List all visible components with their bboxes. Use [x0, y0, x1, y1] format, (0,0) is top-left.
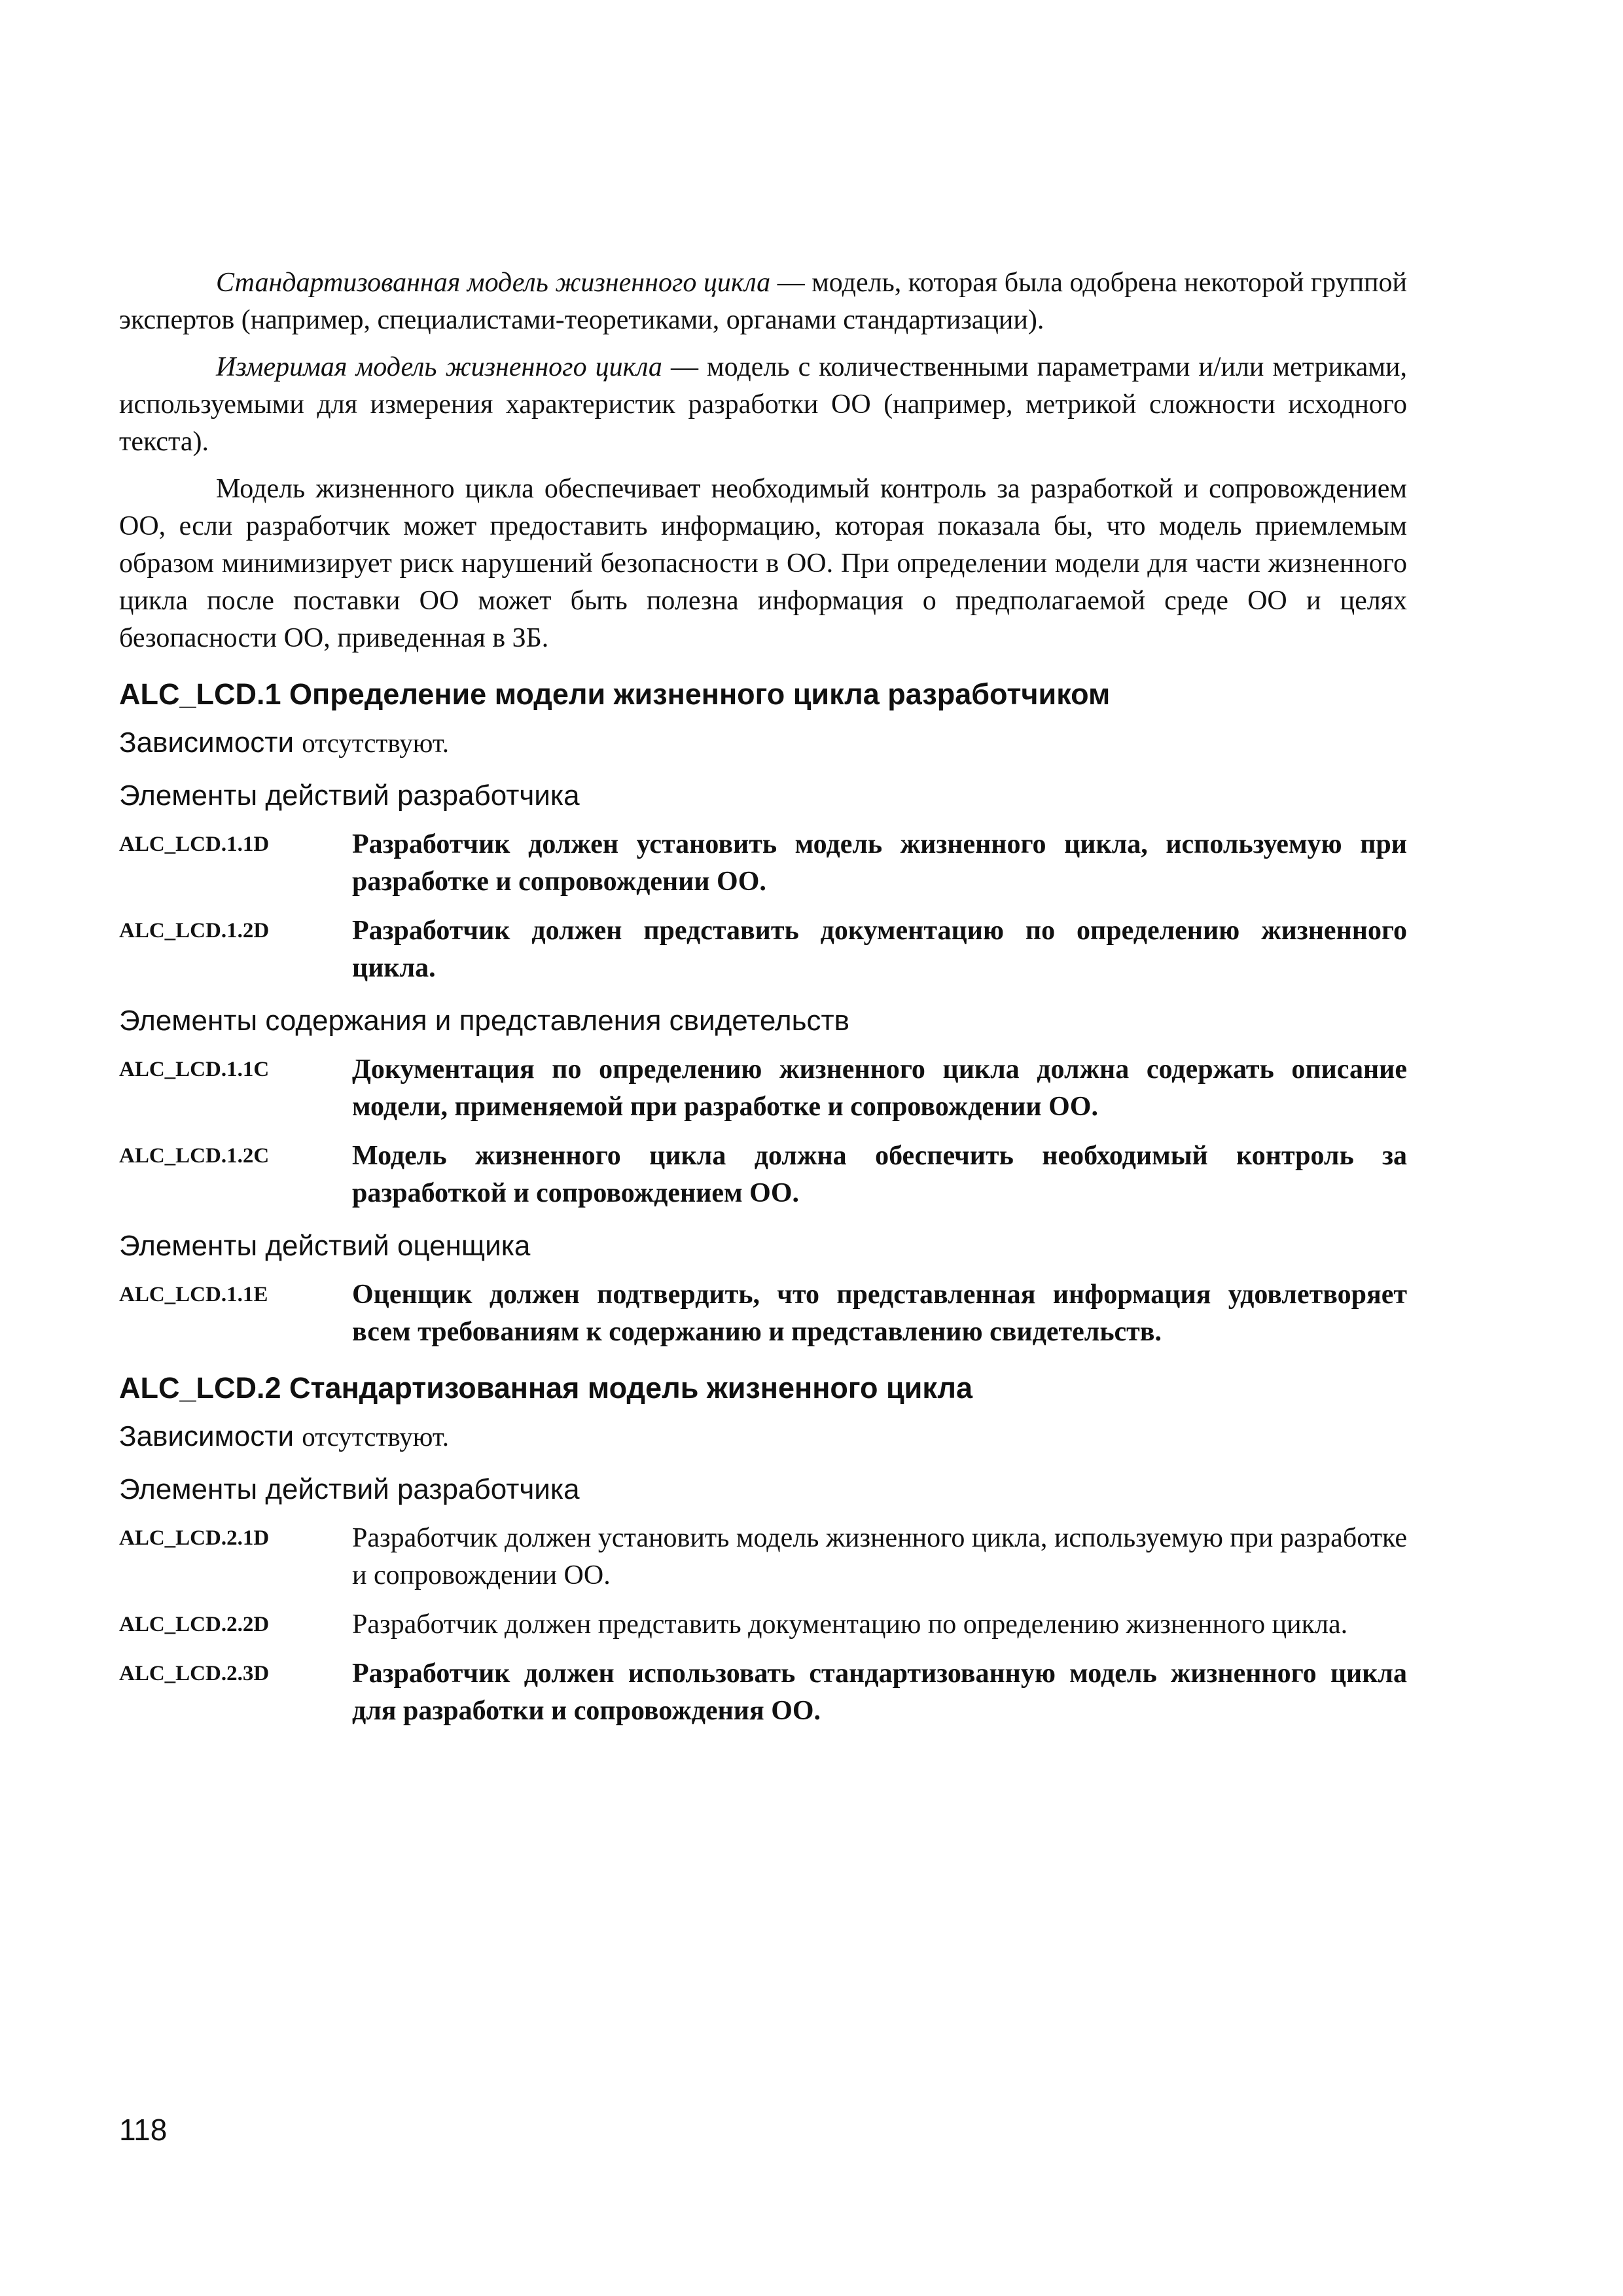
requirement-item — [119, 1051, 1407, 1126]
dependencies-line — [119, 1418, 1407, 1456]
requirement-item — [119, 912, 1407, 987]
requirement-item — [119, 1138, 1407, 1212]
group-title-evaluator-actions: Элементы действий оценщика — [119, 1230, 531, 1262]
dependencies-line — [119, 724, 1407, 762]
lifecycle-control-text: Модель жизненного цикла обеспечивает необходимый контроль за разработкой и сопровождением ОО, если разработчик может предоставить информацию, которая показала бы, что модель приемлемым образом минимизирует риск нарушений безопасности в ОО. При определении модели для части жизненного цикла после поставки ОО может быть полезна информация о предполагаемой среде ОО и целях безопасности ОО, приведенная в ЗБ. — [119, 474, 1407, 653]
requirement-code: ALC_LCD.1.1E — [119, 1283, 268, 1306]
intro-paragraph-measurable — [119, 349, 1407, 461]
requirement-item — [119, 826, 1407, 901]
term-standardized-model: Стандартизованная модель жизненного цикла — [216, 268, 771, 298]
requirement-code: ALC_LCD.1.1C — [119, 1058, 270, 1081]
requirement-code: ALC_LCD.1.1D — [119, 833, 270, 856]
requirement-item — [119, 1276, 1407, 1351]
intro-paragraph-lifecycle-control — [119, 471, 1407, 657]
term-measurable-model: Измеримая модель жизненного цикла — [216, 352, 662, 382]
requirement-text: Разработчик должен использовать стандартизованную модель жизненного цикла для разработки и сопровождения ОО. — [352, 1659, 1407, 1726]
requirement-item — [119, 1606, 1407, 1643]
dependencies-label: Зависимости — [119, 1420, 294, 1452]
requirement-code: ALC_LCD.2.2D — [119, 1613, 270, 1636]
section-heading-alc-lcd-1: ALC_LCD.1 Определение модели жизненного цикла разработчиком — [119, 677, 1111, 711]
requirement-text: Разработчик должен установить модель жизненного цикла, используемую при разработке и сопровождении ОО. — [352, 1523, 1407, 1590]
dependencies-label: Зависимости — [119, 726, 294, 759]
dependencies-value: отсутствуют. — [302, 1422, 449, 1452]
requirement-text: Модель жизненного цикла должна обеспечить необходимый контроль за разработкой и сопровождением ОО. — [352, 1141, 1407, 1208]
group-title-evidence-elements: Элементы содержания и представления свидетельств — [119, 1005, 850, 1037]
requirement-text: Разработчик должен представить документацию по определению жизненного цикла. — [352, 916, 1407, 983]
dependencies-value: отсутствуют. — [302, 728, 449, 758]
text-column — [119, 264, 1407, 1730]
requirement-item — [119, 1520, 1407, 1594]
intro-paragraph-standardized — [119, 264, 1407, 339]
requirement-text: Разработчик должен представить документацию по определению жизненного цикла. — [352, 1609, 1348, 1640]
definition-standardized-model: — модель, которая была одобрена некоторой группой экспертов (например, специалистами-теоретиками, органами стандартизации). — [119, 268, 1407, 335]
requirement-code: ALC_LCD.1.2D — [119, 919, 270, 942]
section-heading-alc-lcd-2: ALC_LCD.2 Стандартизованная модель жизненного цикла — [119, 1371, 973, 1405]
requirement-item — [119, 1655, 1407, 1730]
requirement-text: Документация по определению жизненного цикла должна содержать описание модели, применяемой при разработке и сопровождении ОО. — [352, 1054, 1407, 1122]
requirement-text: Разработчик должен установить модель жизненного цикла, используемую при разработке и сопровождении ОО. — [352, 829, 1407, 897]
group-title-developer-actions: Элементы действий разработчика — [119, 1473, 580, 1505]
requirement-code: ALC_LCD.2.3D — [119, 1662, 270, 1685]
requirement-code: ALC_LCD.2.1D — [119, 1526, 270, 1550]
requirement-text: Оценщик должен подтвердить, что представленная информация удовлетворяет всем требованиям к содержанию и представлению свидетельств. — [352, 1280, 1407, 1347]
requirement-code: ALC_LCD.1.2C — [119, 1144, 270, 1168]
definition-measurable-model: — модель с количественными параметрами и/или метриками, используемыми для измерения характеристик разработки ОО (например, метрикой сложности исходного текста). — [119, 352, 1407, 457]
page-number: 118 — [119, 2113, 168, 2147]
group-title-developer-actions: Элементы действий разработчика — [119, 780, 580, 812]
